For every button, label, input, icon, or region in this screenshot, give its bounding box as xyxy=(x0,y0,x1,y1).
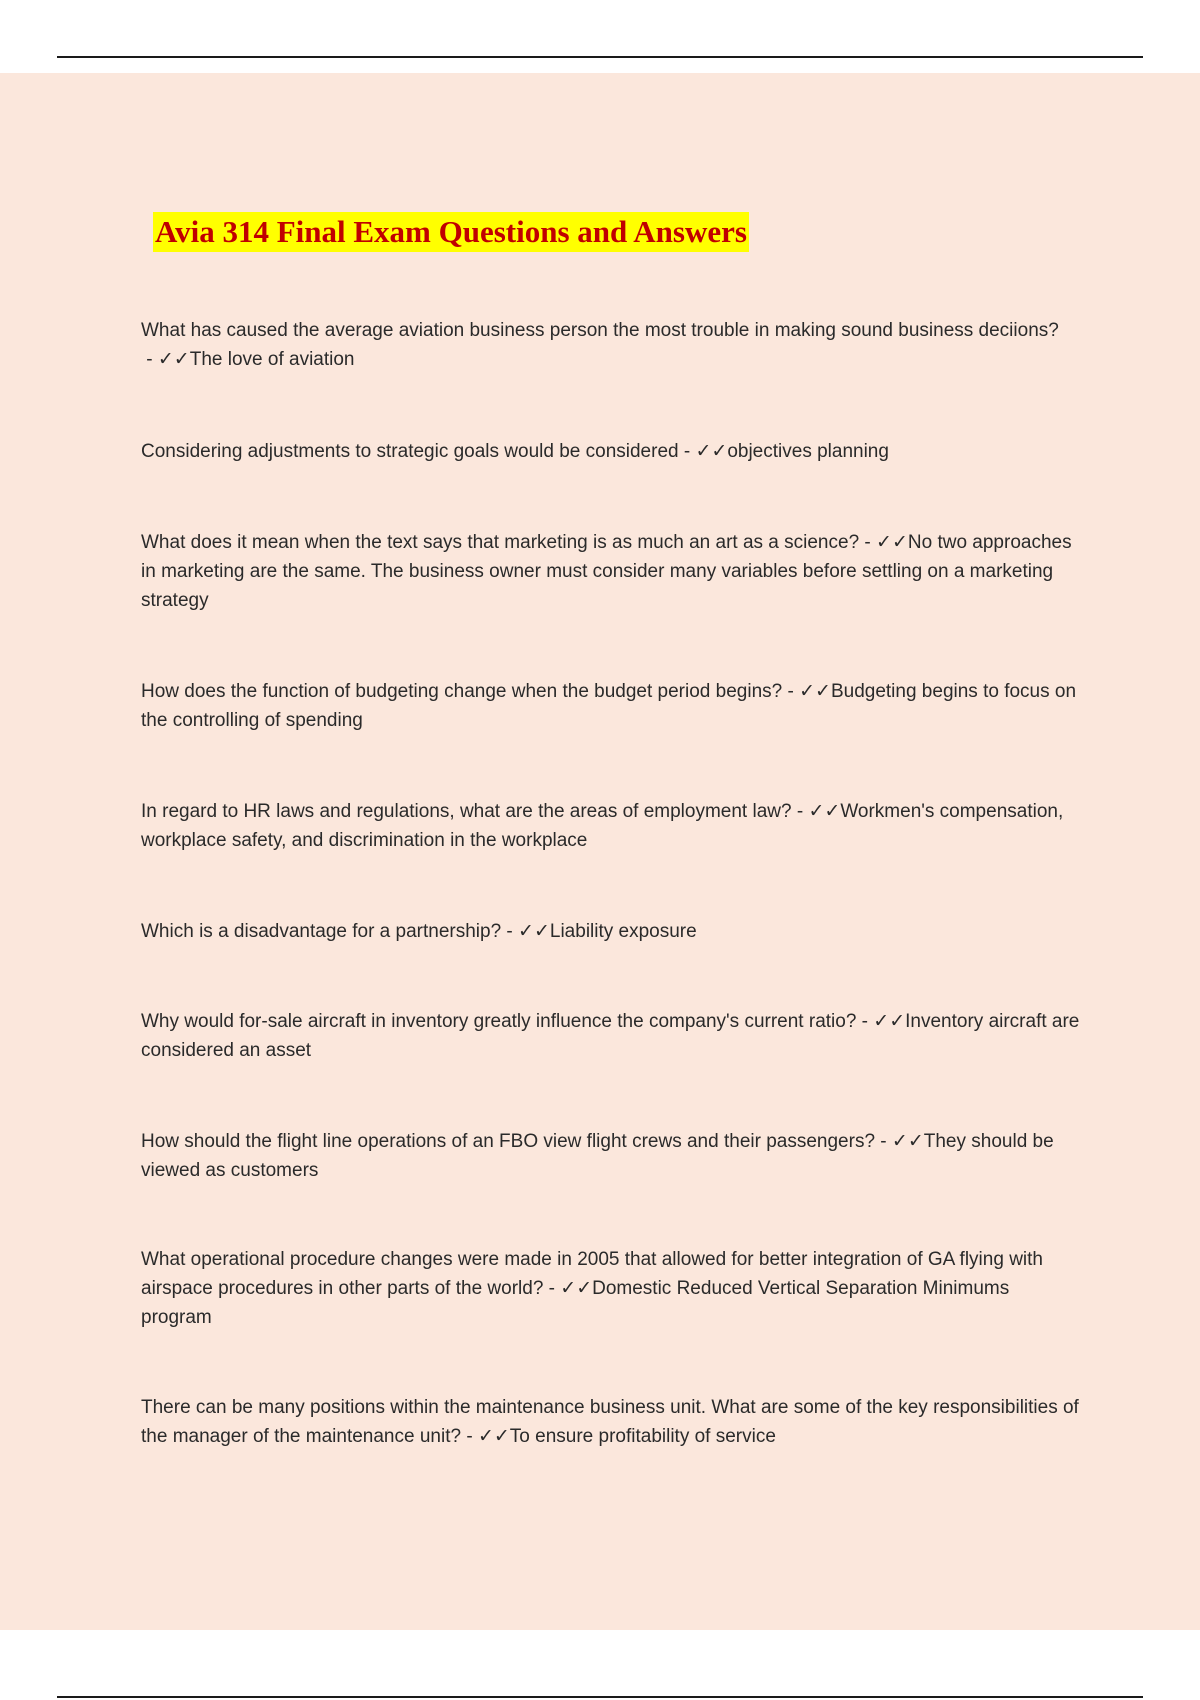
question-text: Which is a disadvantage for a partnership? xyxy=(141,921,502,942)
qa-item-1 xyxy=(141,316,1081,374)
answer-text: Budgeting begins to focus on the controlling of spending xyxy=(141,681,1077,731)
separator: - xyxy=(141,349,158,370)
question-text: How should the flight line operations of an FBO view flight crews and their passengers? xyxy=(141,1131,876,1152)
check-mark-icon: ✓✓ xyxy=(157,349,190,370)
check-mark-icon: ✓✓ xyxy=(799,681,831,702)
answer-text: Inventory aircraft are considered an asset xyxy=(141,1011,1080,1061)
bottom-rule xyxy=(57,1696,1143,1698)
qa-item-7 xyxy=(141,1007,1081,1065)
check-mark-icon: ✓✓ xyxy=(808,801,841,822)
question-text: What has caused the average aviation business person the most trouble in making sound business deciions? xyxy=(141,320,1059,341)
document-title: Avia 314 Final Exam Questions and Answers xyxy=(153,212,749,252)
answer-text: The love of aviation xyxy=(189,349,355,370)
separator: - xyxy=(782,681,800,702)
separator: - xyxy=(678,441,696,462)
separator: - xyxy=(875,1131,892,1152)
question-text: Why would for-sale aircraft in inventory greatly influence the company's current ratio? xyxy=(141,1011,857,1032)
check-mark-icon: ✓✓ xyxy=(873,1011,906,1032)
answer-text: To ensure profitability of service xyxy=(509,1426,776,1447)
qa-item-8 xyxy=(141,1127,1081,1185)
question-text: Considering adjustments to strategic goals would be considered xyxy=(141,441,679,462)
separator: - xyxy=(859,532,877,553)
question-text: What does it mean when the text says that marketing is as much an art as a science? xyxy=(141,532,860,553)
answer-text: Liability exposure xyxy=(549,921,697,942)
check-mark-icon: ✓✓ xyxy=(876,532,908,553)
qa-item-10 xyxy=(141,1393,1081,1451)
separator: - xyxy=(856,1011,874,1032)
check-mark-icon: ✓✓ xyxy=(695,441,728,462)
separator: - xyxy=(791,801,809,822)
check-mark-icon: ✓✓ xyxy=(891,1131,924,1152)
separator: - xyxy=(461,1426,478,1447)
question-text: There can be many positions within the maintenance business unit. What are some of the key responsibilities of the manager of the maintenance unit? xyxy=(141,1397,1079,1447)
check-mark-icon: ✓✓ xyxy=(477,1426,510,1447)
question-text: How does the function of budgeting change when the budget period begins? xyxy=(141,681,783,702)
qa-item-6 xyxy=(141,917,1081,946)
qa-item-4 xyxy=(141,677,1081,735)
separator: - xyxy=(543,1278,561,1299)
answer-text: They should be viewed as customers xyxy=(141,1131,1054,1181)
qa-item-3 xyxy=(141,528,1081,615)
answer-text: Domestic Reduced Vertical Separation Minimums program xyxy=(141,1278,1010,1328)
answer-text: objectives planning xyxy=(727,441,889,462)
qa-item-2 xyxy=(141,437,1081,466)
top-rule xyxy=(57,56,1143,58)
qa-item-5 xyxy=(141,797,1081,855)
title-block xyxy=(153,212,749,252)
answer-text: No two approaches in marketing are the same. The business owner must consider many variables before settling on a marketing strategy xyxy=(141,532,1072,611)
question-text: What operational procedure changes were made in 2005 that allowed for better integration of GA flying with airspace procedures in other parts of the world? xyxy=(141,1249,1043,1299)
question-text: In regard to HR laws and regulations, what are the areas of employment law? xyxy=(141,801,792,822)
check-mark-icon: ✓✓ xyxy=(518,921,550,942)
answer-text: Workmen's compensation, workplace safety, and discrimination in the workplace xyxy=(141,801,1064,851)
separator: - xyxy=(501,921,519,942)
qa-item-9 xyxy=(141,1245,1081,1332)
check-mark-icon: ✓✓ xyxy=(560,1278,593,1299)
